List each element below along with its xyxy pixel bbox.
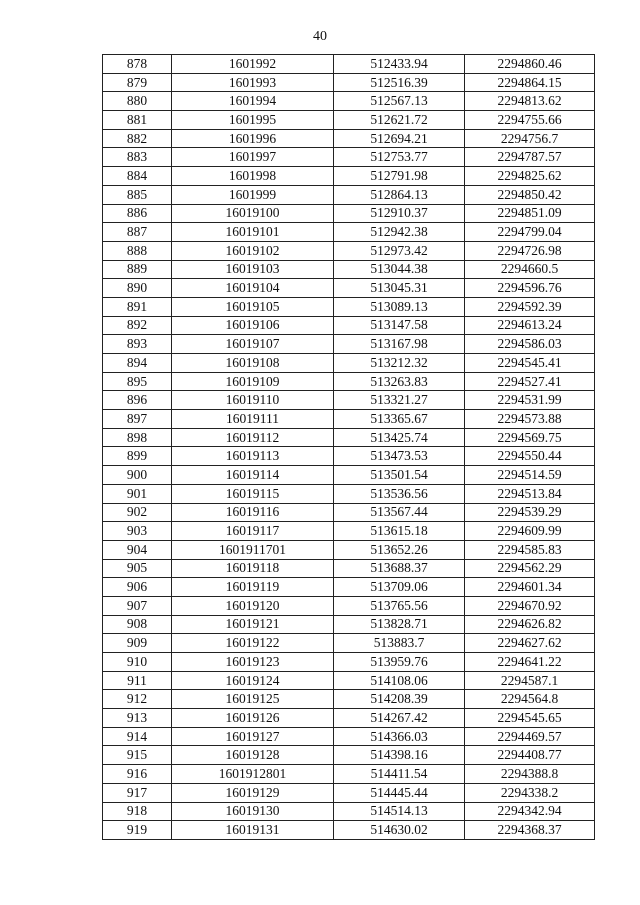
row-number-cell: 898 (103, 428, 172, 447)
x-coordinate-cell: 513959.76 (334, 653, 465, 672)
table-row (103, 241, 595, 260)
table-row (103, 484, 595, 503)
point-id-cell: 16019122 (172, 634, 334, 653)
x-coordinate-cell: 513263.83 (334, 372, 465, 391)
x-coordinate-cell: 512973.42 (334, 241, 465, 260)
row-number-cell: 905 (103, 559, 172, 578)
y-coordinate-cell: 2294864.15 (465, 73, 595, 92)
point-id-cell: 16019109 (172, 372, 334, 391)
coordinates-table (102, 54, 595, 840)
point-id-cell: 16019123 (172, 653, 334, 672)
row-number-cell: 912 (103, 690, 172, 709)
y-coordinate-cell: 2294527.41 (465, 372, 595, 391)
row-number-cell: 917 (103, 783, 172, 802)
point-id-cell: 16019131 (172, 821, 334, 840)
x-coordinate-cell: 512694.21 (334, 129, 465, 148)
point-id-cell: 16019102 (172, 241, 334, 260)
point-id-cell: 16019111 (172, 410, 334, 429)
point-id-cell: 16019106 (172, 316, 334, 335)
y-coordinate-cell: 2294613.24 (465, 316, 595, 335)
table-row (103, 783, 595, 802)
x-coordinate-cell: 514267.42 (334, 709, 465, 728)
y-coordinate-cell: 2294813.62 (465, 92, 595, 111)
table-row (103, 466, 595, 485)
point-id-cell: 1601994 (172, 92, 334, 111)
x-coordinate-cell: 512753.77 (334, 148, 465, 167)
y-coordinate-cell: 2294660.5 (465, 260, 595, 279)
row-number-cell: 910 (103, 653, 172, 672)
table-row (103, 821, 595, 840)
table-row (103, 765, 595, 784)
x-coordinate-cell: 514108.06 (334, 671, 465, 690)
point-id-cell: 16019108 (172, 354, 334, 373)
table-row (103, 129, 595, 148)
y-coordinate-cell: 2294726.98 (465, 241, 595, 260)
y-coordinate-cell: 2294755.66 (465, 111, 595, 130)
x-coordinate-cell: 512864.13 (334, 185, 465, 204)
table-row (103, 503, 595, 522)
x-coordinate-cell: 513652.26 (334, 540, 465, 559)
table-row (103, 447, 595, 466)
y-coordinate-cell: 2294342.94 (465, 802, 595, 821)
x-coordinate-cell: 514514.13 (334, 802, 465, 821)
table-row (103, 279, 595, 298)
table-row (103, 354, 595, 373)
x-coordinate-cell: 512433.94 (334, 55, 465, 74)
point-id-cell: 16019112 (172, 428, 334, 447)
row-number-cell: 901 (103, 484, 172, 503)
y-coordinate-cell: 2294531.99 (465, 391, 595, 410)
point-id-cell: 16019104 (172, 279, 334, 298)
x-coordinate-cell: 513828.71 (334, 615, 465, 634)
table-row (103, 559, 595, 578)
table-row (103, 185, 595, 204)
row-number-cell: 903 (103, 522, 172, 541)
row-number-cell: 907 (103, 596, 172, 615)
y-coordinate-cell: 2294670.92 (465, 596, 595, 615)
table-row (103, 223, 595, 242)
x-coordinate-cell: 512910.37 (334, 204, 465, 223)
row-number-cell: 908 (103, 615, 172, 634)
row-number-cell: 889 (103, 260, 172, 279)
x-coordinate-cell: 513167.98 (334, 335, 465, 354)
row-number-cell: 902 (103, 503, 172, 522)
table-row (103, 596, 595, 615)
x-coordinate-cell: 513045.31 (334, 279, 465, 298)
y-coordinate-cell: 2294851.09 (465, 204, 595, 223)
y-coordinate-cell: 2294569.75 (465, 428, 595, 447)
row-number-cell: 913 (103, 709, 172, 728)
point-id-cell: 1601995 (172, 111, 334, 130)
x-coordinate-cell: 512516.39 (334, 73, 465, 92)
row-number-cell: 881 (103, 111, 172, 130)
row-number-cell: 888 (103, 241, 172, 260)
y-coordinate-cell: 2294585.83 (465, 540, 595, 559)
point-id-cell: 16019130 (172, 802, 334, 821)
point-id-cell: 1601998 (172, 167, 334, 186)
y-coordinate-cell: 2294513.84 (465, 484, 595, 503)
table-row (103, 653, 595, 672)
y-coordinate-cell: 2294368.37 (465, 821, 595, 840)
table-row (103, 73, 595, 92)
y-coordinate-cell: 2294545.65 (465, 709, 595, 728)
y-coordinate-cell: 2294627.62 (465, 634, 595, 653)
table-row (103, 727, 595, 746)
row-number-cell: 899 (103, 447, 172, 466)
x-coordinate-cell: 513709.06 (334, 578, 465, 597)
table-row (103, 111, 595, 130)
x-coordinate-cell: 513615.18 (334, 522, 465, 541)
x-coordinate-cell: 513212.32 (334, 354, 465, 373)
point-id-cell: 16019114 (172, 466, 334, 485)
table-row (103, 148, 595, 167)
x-coordinate-cell: 514445.44 (334, 783, 465, 802)
point-id-cell: 16019120 (172, 596, 334, 615)
y-coordinate-cell: 2294586.03 (465, 335, 595, 354)
x-coordinate-cell: 513044.38 (334, 260, 465, 279)
table-row (103, 615, 595, 634)
table-row (103, 55, 595, 74)
y-coordinate-cell: 2294787.57 (465, 148, 595, 167)
coordinates-table-body (103, 55, 595, 840)
row-number-cell: 897 (103, 410, 172, 429)
y-coordinate-cell: 2294626.82 (465, 615, 595, 634)
point-id-cell: 1601911701 (172, 540, 334, 559)
y-coordinate-cell: 2294860.46 (465, 55, 595, 74)
row-number-cell: 880 (103, 92, 172, 111)
y-coordinate-cell: 2294514.59 (465, 466, 595, 485)
x-coordinate-cell: 513321.27 (334, 391, 465, 410)
page-number: 40 (313, 29, 327, 44)
y-coordinate-cell: 2294469.57 (465, 727, 595, 746)
table-row (103, 335, 595, 354)
y-coordinate-cell: 2294641.22 (465, 653, 595, 672)
point-id-cell: 16019113 (172, 447, 334, 466)
y-coordinate-cell: 2294550.44 (465, 447, 595, 466)
x-coordinate-cell: 513089.13 (334, 297, 465, 316)
point-id-cell: 1601999 (172, 185, 334, 204)
y-coordinate-cell: 2294573.88 (465, 410, 595, 429)
table-row (103, 522, 595, 541)
point-id-cell: 16019107 (172, 335, 334, 354)
row-number-cell: 915 (103, 746, 172, 765)
y-coordinate-cell: 2294850.42 (465, 185, 595, 204)
y-coordinate-cell: 2294596.76 (465, 279, 595, 298)
row-number-cell: 896 (103, 391, 172, 410)
table-row (103, 578, 595, 597)
table-row (103, 92, 595, 111)
y-coordinate-cell: 2294756.7 (465, 129, 595, 148)
x-coordinate-cell: 512621.72 (334, 111, 465, 130)
y-coordinate-cell: 2294592.39 (465, 297, 595, 316)
y-coordinate-cell: 2294609.99 (465, 522, 595, 541)
row-number-cell: 885 (103, 185, 172, 204)
row-number-cell: 919 (103, 821, 172, 840)
row-number-cell: 918 (103, 802, 172, 821)
y-coordinate-cell: 2294564.8 (465, 690, 595, 709)
point-id-cell: 16019118 (172, 559, 334, 578)
row-number-cell: 911 (103, 671, 172, 690)
table-row (103, 372, 595, 391)
x-coordinate-cell: 514398.16 (334, 746, 465, 765)
x-coordinate-cell: 513425.74 (334, 428, 465, 447)
row-number-cell: 916 (103, 765, 172, 784)
point-id-cell: 1601997 (172, 148, 334, 167)
point-id-cell: 1601996 (172, 129, 334, 148)
table-row (103, 671, 595, 690)
x-coordinate-cell: 512791.98 (334, 167, 465, 186)
row-number-cell: 879 (103, 73, 172, 92)
row-number-cell: 909 (103, 634, 172, 653)
x-coordinate-cell: 512567.13 (334, 92, 465, 111)
row-number-cell: 887 (103, 223, 172, 242)
table-row (103, 297, 595, 316)
point-id-cell: 16019100 (172, 204, 334, 223)
row-number-cell: 882 (103, 129, 172, 148)
table-row (103, 167, 595, 186)
table-row (103, 428, 595, 447)
point-id-cell: 16019125 (172, 690, 334, 709)
point-id-cell: 1601992 (172, 55, 334, 74)
table-row (103, 540, 595, 559)
x-coordinate-cell: 513501.54 (334, 466, 465, 485)
y-coordinate-cell: 2294408.77 (465, 746, 595, 765)
x-coordinate-cell: 513536.56 (334, 484, 465, 503)
y-coordinate-cell: 2294799.04 (465, 223, 595, 242)
table-row (103, 690, 595, 709)
y-coordinate-cell: 2294587.1 (465, 671, 595, 690)
point-id-cell: 16019117 (172, 522, 334, 541)
row-number-cell: 914 (103, 727, 172, 746)
table-row (103, 802, 595, 821)
table-row (103, 634, 595, 653)
y-coordinate-cell: 2294388.8 (465, 765, 595, 784)
x-coordinate-cell: 514630.02 (334, 821, 465, 840)
point-id-cell: 16019121 (172, 615, 334, 634)
y-coordinate-cell: 2294545.41 (465, 354, 595, 373)
point-id-cell: 16019110 (172, 391, 334, 410)
point-id-cell: 1601993 (172, 73, 334, 92)
x-coordinate-cell: 513883.7 (334, 634, 465, 653)
point-id-cell: 16019103 (172, 260, 334, 279)
row-number-cell: 884 (103, 167, 172, 186)
y-coordinate-cell: 2294825.62 (465, 167, 595, 186)
point-id-cell: 16019116 (172, 503, 334, 522)
table-row (103, 316, 595, 335)
table-row (103, 709, 595, 728)
x-coordinate-cell: 513567.44 (334, 503, 465, 522)
row-number-cell: 900 (103, 466, 172, 485)
x-coordinate-cell: 513688.37 (334, 559, 465, 578)
x-coordinate-cell: 514411.54 (334, 765, 465, 784)
point-id-cell: 16019129 (172, 783, 334, 802)
row-number-cell: 906 (103, 578, 172, 597)
point-id-cell: 16019119 (172, 578, 334, 597)
x-coordinate-cell: 513765.56 (334, 596, 465, 615)
point-id-cell: 16019127 (172, 727, 334, 746)
row-number-cell: 892 (103, 316, 172, 335)
x-coordinate-cell: 514208.39 (334, 690, 465, 709)
point-id-cell: 1601912801 (172, 765, 334, 784)
table-row (103, 746, 595, 765)
table-row (103, 391, 595, 410)
x-coordinate-cell: 512942.38 (334, 223, 465, 242)
row-number-cell: 886 (103, 204, 172, 223)
row-number-cell: 883 (103, 148, 172, 167)
point-id-cell: 16019128 (172, 746, 334, 765)
table-row (103, 204, 595, 223)
point-id-cell: 16019126 (172, 709, 334, 728)
row-number-cell: 904 (103, 540, 172, 559)
row-number-cell: 891 (103, 297, 172, 316)
point-id-cell: 16019124 (172, 671, 334, 690)
x-coordinate-cell: 514366.03 (334, 727, 465, 746)
table-row (103, 260, 595, 279)
y-coordinate-cell: 2294338.2 (465, 783, 595, 802)
x-coordinate-cell: 513473.53 (334, 447, 465, 466)
row-number-cell: 878 (103, 55, 172, 74)
point-id-cell: 16019115 (172, 484, 334, 503)
row-number-cell: 893 (103, 335, 172, 354)
row-number-cell: 894 (103, 354, 172, 373)
x-coordinate-cell: 513147.58 (334, 316, 465, 335)
y-coordinate-cell: 2294601.34 (465, 578, 595, 597)
y-coordinate-cell: 2294539.29 (465, 503, 595, 522)
row-number-cell: 890 (103, 279, 172, 298)
point-id-cell: 16019101 (172, 223, 334, 242)
table-row (103, 410, 595, 429)
y-coordinate-cell: 2294562.29 (465, 559, 595, 578)
point-id-cell: 16019105 (172, 297, 334, 316)
row-number-cell: 895 (103, 372, 172, 391)
x-coordinate-cell: 513365.67 (334, 410, 465, 429)
